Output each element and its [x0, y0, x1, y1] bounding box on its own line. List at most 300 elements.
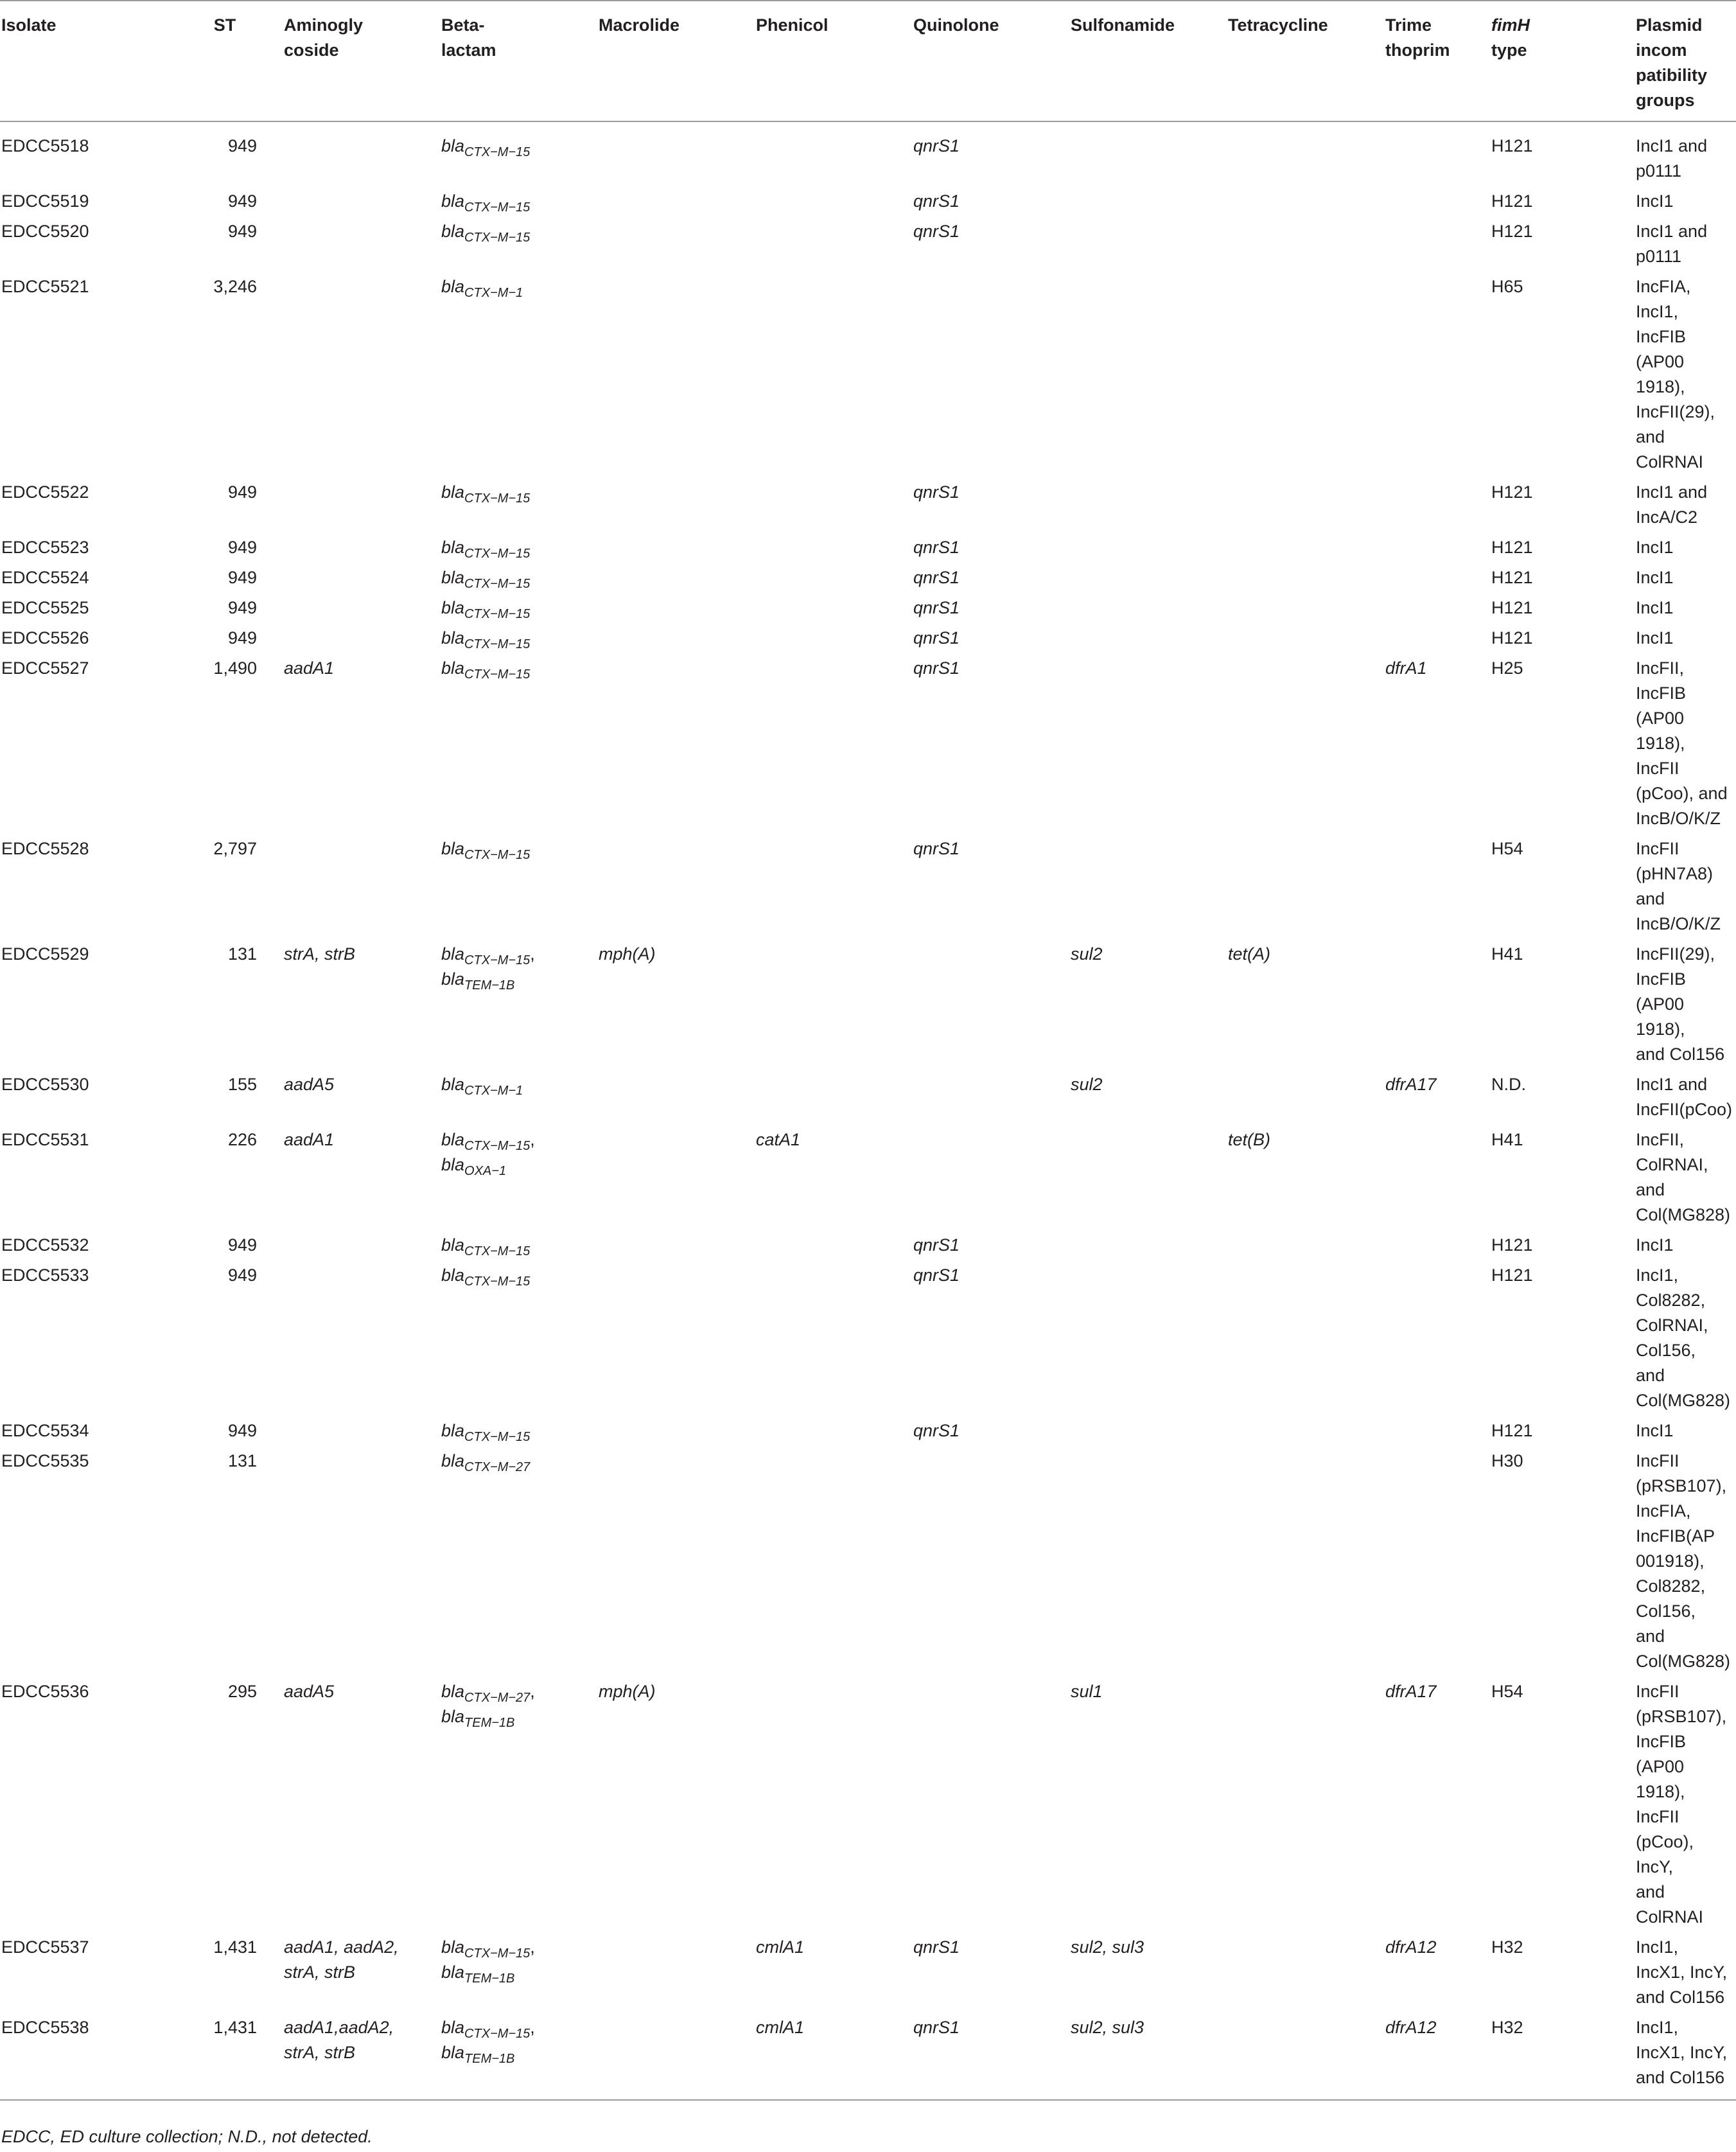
table-row [0, 1125, 1736, 1230]
isolate-cell: EDCC5536 [1, 1682, 89, 1701]
plasmid-cell-line: ColRNAI [1636, 452, 1704, 472]
fimh-cell: H121 [1491, 568, 1533, 587]
bla-gene [441, 1418, 595, 1443]
plasmid-cell-line: IncX1, IncY, [1636, 1962, 1728, 1982]
plasmid-cell-line: (AP00 [1636, 1757, 1685, 1776]
plasmid-cell [1635, 121, 1736, 186]
table-row [0, 1677, 1736, 1932]
aminoglycoside-cell [283, 1230, 440, 1260]
bla-gene [441, 967, 595, 992]
plasmid-cell-line: Col156, [1636, 1601, 1696, 1621]
aminoglycoside-cell-line: aadA1 [284, 658, 335, 678]
st-cell: 949 [227, 598, 257, 617]
aminoglycoside-cell [283, 1677, 440, 1932]
macrolide-cell [597, 272, 755, 477]
plasmid-cell-line: IncB/O/K/Z [1636, 809, 1721, 828]
bla-gene [441, 565, 595, 590]
header-line: Isolate [1, 15, 57, 35]
plasmid-cell-line: IncY, [1636, 1857, 1674, 1876]
table-row [0, 1230, 1736, 1260]
plasmid-cell [1635, 1446, 1736, 1677]
plasmid-cell-line: 1918), [1636, 377, 1685, 396]
quinolone-cell [912, 1070, 1069, 1125]
macrolide-cell [597, 623, 755, 653]
betalactam-cell [440, 1260, 597, 1416]
gene-name: bla [441, 482, 465, 502]
macrolide-cell [597, 186, 755, 216]
gene-name: bla [441, 1682, 465, 1701]
st-cell: 949 [227, 568, 257, 587]
header-line: Aminogly [284, 15, 364, 35]
fimh-cell: H121 [1491, 136, 1533, 155]
plasmid-cell-line: (pRSB107), [1636, 1707, 1727, 1726]
betalactam-cell [440, 593, 597, 623]
gene-subscript: CTX−M−15 [464, 491, 530, 506]
gene-name: bla [441, 568, 465, 587]
bla-gene [441, 535, 595, 560]
phenicol-cell [755, 1677, 912, 1932]
plasmid-cell-line: IncA/C2 [1636, 507, 1698, 527]
gene-subscript: CTX−M−27 [464, 1691, 530, 1705]
plasmid-cell-line: Col156, [1636, 1341, 1696, 1360]
quinolone-cell [912, 272, 1069, 477]
isolate-cell: EDCC5521 [1, 277, 89, 296]
macrolide-cell [597, 533, 755, 563]
plasmid-cell-line: IncFII(pCoo) [1636, 1100, 1733, 1119]
aminoglycoside-cell [283, 533, 440, 563]
fimh-cell: H41 [1491, 1130, 1523, 1149]
gene-subscript: CTX−M−15 [464, 1946, 530, 1961]
phenicol-cell [755, 186, 912, 216]
sulfonamide-cell: sul2, sul3 [1069, 2013, 1227, 2100]
phenicol-cell [755, 216, 912, 272]
aminoglycoside-cell [283, 1260, 440, 1416]
tetracycline-cell [1227, 563, 1384, 593]
plasmid-cell-line: IncFIA, [1636, 277, 1691, 296]
isolate-cell: EDCC5519 [1, 191, 89, 211]
st-cell: 949 [227, 1235, 257, 1255]
isolate-cell: EDCC5518 [1, 136, 89, 155]
macrolide-cell [597, 1230, 755, 1260]
betalactam-cell [440, 2013, 597, 2100]
plasmid-cell-line: IncI1, [1636, 1937, 1679, 1957]
plasmid-cell-line: Col(MG828) [1636, 1205, 1731, 1224]
st-cell: 295 [227, 1682, 257, 1701]
betalactam-cell [440, 1125, 597, 1230]
tetracycline-cell [1227, 623, 1384, 653]
sulfonamide-cell [1069, 1260, 1227, 1416]
header-line: Trime [1385, 15, 1432, 35]
sulfonamide-cell [1069, 186, 1227, 216]
gene-subscript: CTX−M−15 [464, 1430, 530, 1444]
plasmid-cell-line: (pCoo), and [1636, 784, 1728, 803]
sulfonamide-cell [1069, 121, 1227, 186]
plasmid-cell-line: IncFII [1636, 759, 1679, 778]
table-row [0, 1260, 1736, 1416]
plasmid-cell [1635, 1677, 1736, 1932]
gene-name: bla [441, 1130, 465, 1149]
gene-subscript: CTX−M−15 [464, 2027, 530, 2041]
plasmid-cell-line: and [1636, 1180, 1665, 1199]
macrolide-cell [597, 1446, 755, 1677]
column-header [0, 1, 185, 121]
gene-name: bla [441, 658, 465, 678]
sulfonamide-cell [1069, 1416, 1227, 1446]
gene-subscript: CTX−M−15 [464, 637, 530, 651]
plasmid-cell-line: and [1636, 427, 1665, 446]
betalactam-cell [440, 121, 597, 186]
gene-subscript: CTX−M−27 [464, 1460, 530, 1474]
isolate-cell: EDCC5532 [1, 1235, 89, 1255]
gene-name: bla [441, 136, 465, 155]
header-line: groups [1636, 91, 1695, 110]
fimh-cell: H121 [1491, 598, 1533, 617]
plasmid-cell-line: IncI1 [1636, 598, 1674, 617]
macrolide-cell [597, 121, 755, 186]
gene-subscript: CTX−M−15 [464, 547, 530, 561]
column-header [185, 1, 283, 121]
gene-name: bla [441, 2043, 465, 2062]
bla-gene [441, 1127, 595, 1152]
quinolone-cell [912, 1677, 1069, 1932]
trimethoprim-cell: dfrA12 [1385, 1937, 1437, 1957]
aminoglycoside-cell-line: aadA1 [284, 1130, 335, 1149]
header-line: Beta- [441, 15, 485, 35]
plasmid-cell [1635, 593, 1736, 623]
fimh-cell: H121 [1491, 1266, 1533, 1285]
sulfonamide-cell: sul2 [1071, 944, 1103, 964]
fimh-cell: H121 [1491, 482, 1533, 502]
st-cell: 949 [227, 538, 257, 557]
aminoglycoside-cell-line: strA, strB [284, 1962, 356, 1982]
plasmid-cell-line: (pHN7A8) [1636, 864, 1714, 883]
fimh-cell: H32 [1490, 2013, 1635, 2100]
gene-name: bla [441, 628, 465, 648]
plasmid-cell-line: IncB/O/K/Z [1636, 914, 1721, 933]
tetracycline-cell [1227, 477, 1384, 533]
st-cell: 1,490 [213, 658, 257, 678]
plasmid-cell-line: IncI1, [1636, 2018, 1679, 2037]
header-line: thoprim [1385, 40, 1450, 60]
aminoglycoside-cell [283, 1125, 440, 1230]
fimh-cell: H121 [1491, 1235, 1533, 1255]
plasmid-cell-line: IncFIB [1636, 327, 1687, 346]
betalactam-cell [440, 939, 597, 1070]
fimh-cell: H121 [1491, 222, 1533, 241]
quinolone-cell: qnrS1 [913, 1235, 960, 1255]
gene-subscript: CTX−M−15 [464, 1274, 530, 1289]
st-cell: 949 [227, 482, 257, 502]
tetracycline-cell [1227, 272, 1384, 477]
trimethoprim-cell [1384, 477, 1490, 533]
bla-gene [441, 219, 595, 244]
sulfonamide-cell: sul1 [1071, 1682, 1103, 1701]
column-header [1635, 1, 1736, 121]
plasmid-cell [1635, 1125, 1736, 1230]
gene-subscript: CTX−M−15 [464, 953, 530, 967]
bla-gene [441, 1449, 595, 1474]
aminoglycoside-cell [283, 1932, 440, 2013]
macrolide-cell [597, 834, 755, 939]
table-row [0, 653, 1736, 834]
st-cell: 949 [227, 1266, 257, 1285]
column-header [912, 1, 1069, 121]
gene-subscript: CTX−M−15 [464, 577, 530, 591]
plasmid-cell [1635, 2013, 1736, 2100]
gene-subscript: CTX−M−15 [464, 667, 530, 682]
betalactam-cell [440, 216, 597, 272]
plasmid-cell [1635, 1260, 1736, 1416]
plasmid-cell [1635, 272, 1736, 477]
plasmid-cell-line: IncI1 [1636, 568, 1674, 587]
column-header [1069, 1, 1227, 121]
tetracycline-cell [1227, 1446, 1384, 1677]
gene-subscript: CTX−M−15 [464, 231, 530, 245]
betalactam-cell [440, 1230, 597, 1260]
gene-name: bla [441, 538, 465, 557]
st-cell: 1,431 [185, 2013, 283, 2100]
quinolone-cell: qnrS1 [913, 839, 960, 858]
macrolide-cell [597, 477, 755, 533]
table-row [0, 121, 1736, 186]
fimh-cell: H30 [1491, 1451, 1523, 1470]
table-footnote: EDCC, ED culture collection; N.D., not detected. [1, 2127, 373, 2146]
plasmid-cell [1635, 834, 1736, 939]
quinolone-cell: qnrS1 [913, 136, 960, 155]
plasmid-cell-line: (AP00 [1636, 352, 1685, 371]
plasmid-cell-line: IncI1, [1636, 1266, 1679, 1285]
plasmid-cell-line: IncFII(29), [1636, 402, 1715, 421]
trimethoprim-cell [1384, 623, 1490, 653]
sulfonamide-cell [1069, 1446, 1227, 1677]
macrolide-cell: mph(A) [599, 1682, 656, 1701]
header-line: Quinolone [913, 15, 999, 35]
bla-gene [441, 836, 595, 861]
isolate-cell: EDCC5522 [1, 482, 89, 502]
plasmid-cell-line: IncFIB [1636, 684, 1687, 703]
betalactam-cell [440, 186, 597, 216]
betalactam-cell [440, 1932, 597, 2013]
plasmid-cell-line: IncI1 [1636, 628, 1674, 648]
gene-subscript: CTX−M−15 [464, 1139, 530, 1153]
plasmid-cell-line: IncI1, [1636, 302, 1679, 321]
bla-gene [441, 274, 595, 299]
gene-subscript: CTX−M−1 [464, 1084, 523, 1098]
st-cell: 949 [227, 191, 257, 211]
trimethoprim-cell [1384, 186, 1490, 216]
plasmid-cell-line: IncI1 [1636, 191, 1674, 211]
isolate-cell: EDCC5525 [1, 598, 89, 617]
bla-gene [441, 1679, 595, 1704]
table-row [0, 593, 1736, 623]
phenicol-cell [755, 477, 912, 533]
sulfonamide-cell [1069, 653, 1227, 834]
plasmid-cell-line: IncI1 and [1636, 482, 1708, 502]
phenicol-cell: cmlA1 [756, 1937, 805, 1957]
column-header [1490, 1, 1635, 121]
st-cell: 949 [227, 628, 257, 648]
column-header [440, 1, 597, 121]
header-line: patibility [1636, 66, 1708, 85]
isolate-cell: EDCC5520 [1, 222, 89, 241]
st-cell: 131 [227, 1451, 257, 1470]
plasmid-cell-line: 1918), [1636, 1782, 1685, 1801]
phenicol-cell [755, 1230, 912, 1260]
header-line: type [1491, 40, 1527, 60]
plasmid-cell-line: 1918), [1636, 1019, 1685, 1039]
macrolide-cell [597, 216, 755, 272]
plasmid-cell-line: (pCoo), [1636, 1832, 1694, 1851]
tetracycline-cell [1227, 653, 1384, 834]
st-cell: 949 [227, 1421, 257, 1440]
trimethoprim-cell [1384, 1446, 1490, 1677]
sulfonamide-cell [1069, 477, 1227, 533]
aminoglycoside-cell [283, 939, 440, 1070]
aminoglycoside-cell [283, 186, 440, 216]
plasmid-cell [1635, 623, 1736, 653]
aminoglycoside-cell-line: strA, strB [284, 944, 356, 964]
plasmid-cell-line: IncFII, [1636, 658, 1685, 678]
table-header [0, 1, 1736, 121]
plasmid-cell [1635, 1070, 1736, 1125]
header-line: Tetracycline [1228, 15, 1328, 35]
plasmid-cell-line: IncI1 [1636, 538, 1674, 557]
isolate-cell: EDCC5523 [1, 538, 89, 557]
plasmid-cell-line: 001918), [1636, 1551, 1705, 1571]
fimh-cell: N.D. [1491, 1075, 1526, 1094]
plasmid-cell-line: IncFII(29), [1636, 944, 1715, 964]
aminoglycoside-cell [283, 477, 440, 533]
table-row [0, 533, 1736, 563]
tetracycline-cell: tet(B) [1228, 1130, 1271, 1149]
quinolone-cell: qnrS1 [913, 222, 960, 241]
fimh-cell: H41 [1491, 944, 1523, 964]
aminoglycoside-cell [283, 2013, 440, 2100]
phenicol-cell [755, 563, 912, 593]
gene-separator: , [530, 1682, 535, 1701]
gene-subscript: TEM−1B [464, 1971, 515, 1986]
column-header [283, 1, 440, 121]
trimethoprim-cell: dfrA1 [1385, 658, 1427, 678]
betalactam-cell [440, 834, 597, 939]
sulfonamide-cell [1069, 1230, 1227, 1260]
quinolone-cell: qnrS1 [913, 568, 960, 587]
plasmid-cell-line: and [1636, 1882, 1665, 1901]
st-cell: 3,246 [213, 277, 257, 296]
gene-name: bla [441, 2018, 465, 2037]
trimethoprim-cell: dfrA17 [1385, 1075, 1437, 1094]
quinolone-cell: qnrS1 [913, 1937, 960, 1957]
phenicol-cell: cmlA1 [755, 2013, 912, 2100]
table-row [0, 939, 1736, 1070]
isolate-cell: EDCC5530 [1, 1075, 89, 1094]
fimh-cell: H54 [1491, 839, 1523, 858]
fimh-cell: H65 [1491, 277, 1523, 296]
plasmid-cell-line: IncI1 [1636, 1235, 1674, 1255]
plasmid-cell-line: IncI1 and [1636, 1075, 1708, 1094]
trimethoprim-cell [1384, 939, 1490, 1070]
st-cell: 1,431 [213, 1937, 257, 1957]
plasmid-cell-line: IncI1 [1636, 1421, 1674, 1440]
gene-name: bla [441, 222, 465, 241]
sulfonamide-cell [1069, 623, 1227, 653]
isolate-cell: EDCC5528 [1, 839, 89, 858]
quinolone-cell [912, 1125, 1069, 1230]
table-row [0, 1070, 1736, 1125]
trimethoprim-cell [1384, 1416, 1490, 1446]
plasmid-cell-line: and Col156 [1636, 2068, 1725, 2087]
bla-gene [441, 189, 595, 214]
plasmid-cell-line: (AP00 [1636, 709, 1685, 728]
macrolide-cell [597, 1125, 755, 1230]
isolate-cell: EDCC5526 [1, 628, 89, 648]
table-row [0, 477, 1736, 533]
phenicol-cell: catA1 [756, 1130, 801, 1149]
sulfonamide-cell [1069, 1125, 1227, 1230]
bla-gene [441, 480, 595, 505]
table-row [0, 1932, 1736, 2013]
bla-gene [441, 1704, 595, 1729]
st-cell: 131 [227, 944, 257, 964]
gene-subscript: TEM−1B [464, 2052, 515, 2066]
aminoglycoside-cell [283, 121, 440, 186]
header-line: Sulfonamide [1071, 15, 1175, 35]
sulfonamide-cell [1069, 834, 1227, 939]
plasmid-cell-line: IncI1 and [1636, 222, 1708, 241]
aminoglycoside-cell [283, 653, 440, 834]
aminoglycoside-cell-line: aadA5 [284, 1075, 335, 1094]
isolate-cell: EDCC5538 [0, 2013, 185, 2100]
column-header [1384, 1, 1490, 121]
fimh-cell: H25 [1491, 658, 1523, 678]
aminoglycoside-cell-line: strA, strB [284, 2043, 356, 2062]
phenicol-cell [755, 121, 912, 186]
plasmid-cell [1635, 939, 1736, 1070]
tetracycline-cell [1227, 593, 1384, 623]
header-line: coside [284, 40, 339, 60]
betalactam-cell [440, 477, 597, 533]
quinolone-cell: qnrS1 [913, 658, 960, 678]
aminoglycoside-cell-line: aadA1, aadA2, [284, 1937, 399, 1957]
tetracycline-cell [1227, 121, 1384, 186]
isolate-cell: EDCC5534 [1, 1421, 89, 1440]
fimh-cell: H121 [1491, 191, 1533, 211]
st-cell: 2,797 [213, 839, 257, 858]
st-cell: 226 [227, 1130, 257, 1149]
tetracycline-cell [1227, 2013, 1384, 2100]
plasmid-cell-line: and Col156 [1636, 1988, 1725, 2007]
plasmid-cell-line: Col(MG828) [1636, 1652, 1731, 1671]
plasmid-cell-line: 1918), [1636, 734, 1685, 753]
betalactam-cell [440, 1677, 597, 1932]
sulfonamide-cell: sul2, sul3 [1071, 1937, 1144, 1957]
table-row [0, 2013, 1736, 2100]
aminoglycoside-cell [283, 216, 440, 272]
plasmid-cell-line: IncFIA, [1636, 1501, 1691, 1521]
macrolide-cell [597, 593, 755, 623]
gene-separator: , [530, 2018, 535, 2037]
aminoglycoside-cell [283, 272, 440, 477]
trimethoprim-cell [1384, 593, 1490, 623]
betalactam-cell [440, 623, 597, 653]
aminoglycoside-cell-line: aadA1,aadA2, [284, 2018, 394, 2037]
plasmid-cell [1635, 216, 1736, 272]
column-header [1227, 1, 1384, 121]
tetracycline-cell [1227, 1230, 1384, 1260]
table-row [0, 834, 1736, 939]
gene-separator: , [530, 1130, 535, 1149]
bla-gene [441, 1233, 595, 1258]
